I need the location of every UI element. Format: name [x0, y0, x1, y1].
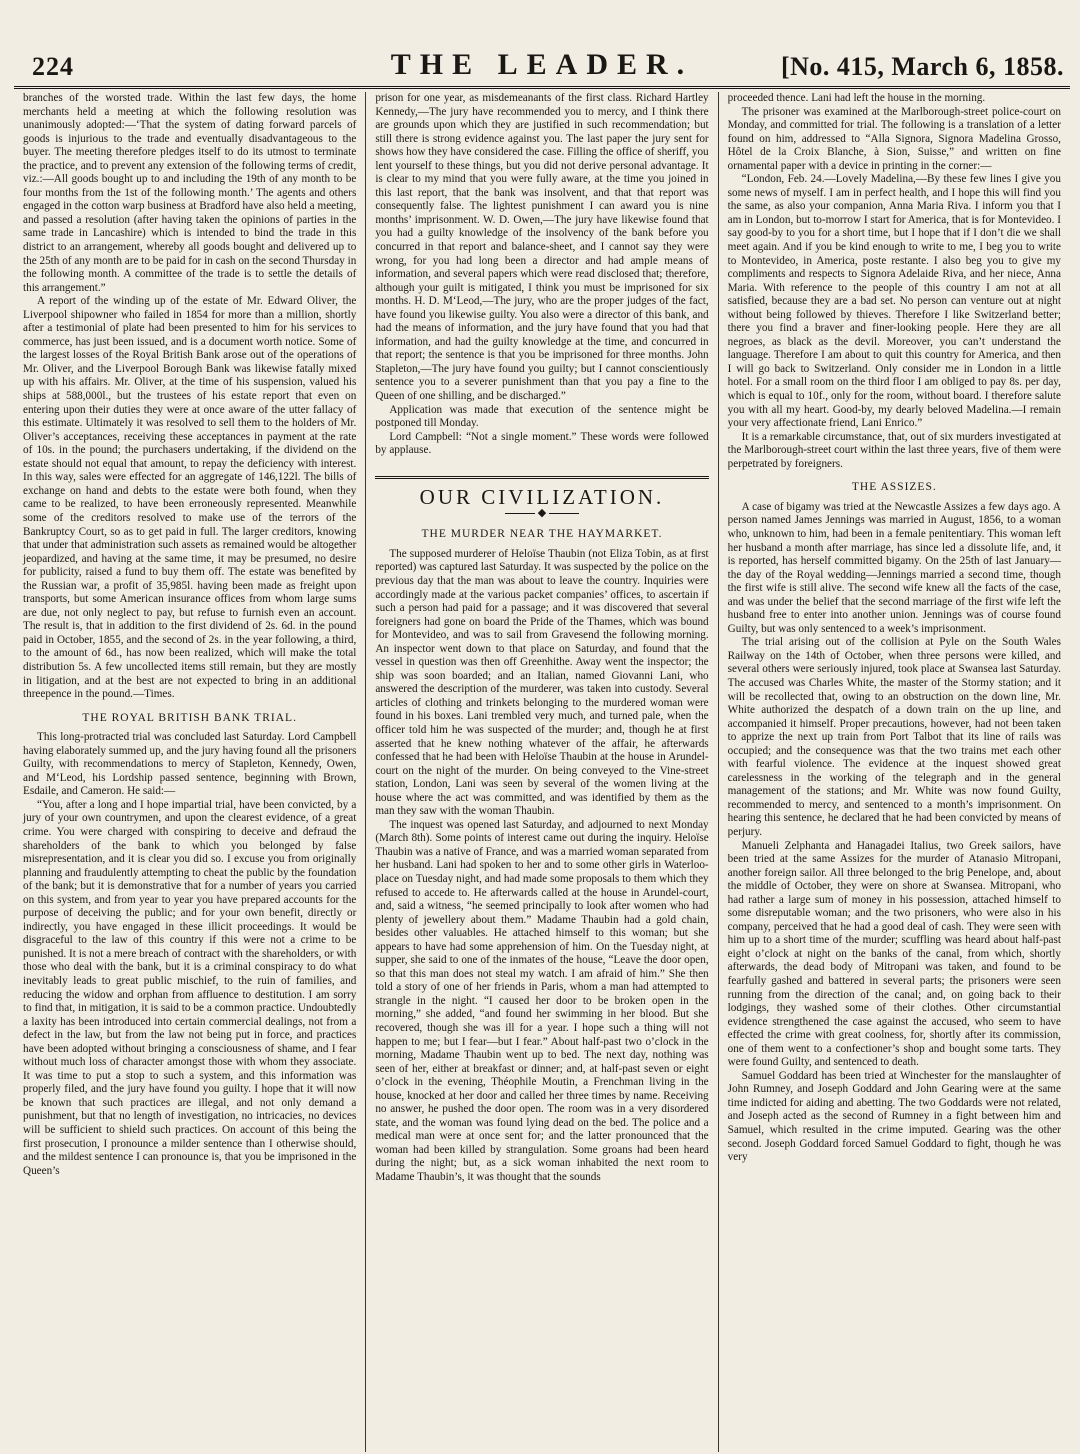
- paragraph: A case of bigamy was tried at the Newcastle Assizes a few days ago. A person named James Jennings was married in August, 1856, to a woman who, unknown to him, had been in a female penitentiary. This woman left her husband a month after marriage, has since led a dissolute life, and, it is reported, has herself committed bigamy. On the 25th of last January—the day of the Royal wedding—Jennings married a second time, though the first wife is still alive. The second wife knew all the facts of the case, and was under the belief that the second marriage of the first wife left the husband free to enter into another union. Jennings was of course found Guilty, but was only sentenced to a week’s imprisonment.: [727, 500, 1061, 635]
- paragraph: The trial arising out of the collision at Pyle on the South Wales Railway on the 14th of October, when three persons were killed, and several others were seriously injured, took place at Swansea last Saturday. The accused was Charles White, the master of the Stormy station; and it will be recollected that, owing to an obstruction on the down line, Mr. White authorized the despatch of a down train on the up line, and accompanied it himself. Proper precautions, however, had not been taken to apprize the next up train from Port Talbot that its line of rails was occupied; and the consequence was that the two trains met each other with fearful violence. The evidence at the inquest showed great carelessness in the working of the telegraph and in the general management of the stations; and Mr. White was now found Guilty, recommended to mercy, and sentenced to a month’s imprisonment. On hearing this sentence, he declared that he had been convicted by means of perjury.: [727, 636, 1061, 838]
- paragraph: The inquest was opened last Saturday, and adjourned to next Monday (March 8th). Some points of interest came out during the inquiry. Heloïse Thaubin was a native of France, and was a married woman separated from her husband. Lani had spoken to her and to some other girls in Waterloo-place on Tuesday night, and had made some proposals to them which they refused to accede to. He afterwards called at the house in Arundel-court, and, said a witness, “he seemed principally to look after women who had plenty of jewellery about them.” Madame Thaubin had a gold chain, besides other valuables. He attached himself to this woman; but she appears to have had some apprehension of him. On the Tuesday night, at supper, she said to one of the inmates of the house, “Leave the door open, so that this man does not steal my watch. I am afraid of him.” She then told a story of one of her friends in Paris, whom a man had attempted to strangle in the night. “I caused her door to be broken open in the morning,” she added, “and found her swimming in her blood. But she recovered, though she was ill for a year. I hope such a thing will not happen to me; but I fear—but I fear.” About half-past two o’clock in the morning, Madame Thaubin went up to bed. The next day, nothing was seen of her, either at breakfast or dinner; and, at half-past seven or eight o’clock in the evening, Théophile Moutin, a Frenchman living in the house, knocked at her door and called her three times by name. Receiving no answer, he pushed the door open. The room was in a very disordered state, and the woman was found lying dead on the bed. The police and a medical man were at once sent for; and the latter pronounced that the woman had been killed by strangulation. Some groans had been heard during the night; but, as a sick woman inhabited the next room to Madame Thaubin’s, it was thought that the sounds: [375, 818, 709, 1184]
- article-columns: [14, 92, 1070, 1452]
- paragraph: prison for one year, as misdemeanants of the first class. Richard Hartley Kennedy,—The jury have recommended you to mercy, and I think there are grounds upon which they are justified in such recommendation; but still there is strong evidence against you. The last paper the jury sent for shows how they have considered the case. Filling the office of sheriff, you lent yourself to these things, but you did not derive personal advantage. It is clear to my mind that you were fully aware, at the time you joined in this last report, that the bank was insolvent, and that that report was consequently false. The lightest punishment I can award you is nine months’ imprisonment. W. D. Owen,—The jury have likewise found that you had a guilty knowledge of the insolvency of the bank before you concurred in that report and balance-sheet, and I cannot say they were wrong, for you had long been a director and had ample means of information, and several papers which were read disclosed that; therefore, although your guilt is mitigated, I think you must be imprisoned for six months. H. D. M‘Leod,—The jury, who are the proper judges of the fact, have found you likewise guilty. You also were a director of this bank, and had the means of information, and the jury have found that you had that information, and had the guilty knowledge at the time, and concurred in that report; the sentence is that you be imprisoned for three months. John Stapleton,—The jury have found you guilty; but I cannot conscientiously sentence you to a severer punishment than that you pay a fine to the Queen of one shilling, and be discharged.”: [375, 92, 709, 403]
- ornament-rule: ◆: [375, 508, 708, 518]
- paragraph: Samuel Goddard has been tried at Winchester for the manslaughter of John Rumney, and Joseph Goddard and John Gearing were at the same time indicted for aiding and abetting. The two Goddards were not related, and Joseph acted as the second of Rumney in a fight between him and Samuel, which resulted in the crime imputed. Gearing was the other second. Joseph Goddard forced Samuel Goddard to fight, though he was very: [727, 1069, 1061, 1164]
- paragraph: The prisoner was examined at the Marlborough-street police-court on Monday, and committed for trial. The following is a translation of a letter found on him, addressed to “Alla Signora, Signora Madelina Grosso, Hôtel de la Croix Blanche, à Sion, Suisse,” and written on fine ornamental paper with a device in printing in the corner:—: [727, 105, 1061, 172]
- newspaper-title: THE LEADER.: [390, 48, 694, 81]
- paragraph: Application was made that execution of the sentence might be postponed till Monday.: [375, 403, 709, 430]
- section-heading: THE ROYAL BRITISH BANK TRIAL.: [82, 711, 297, 724]
- issue-info: [No. 415, March 6, 1858.: [780, 52, 1064, 81]
- paragraph: Lord Campbell: “Not a single moment.” These words were followed by applause.: [375, 430, 709, 457]
- paragraph: This long-protracted trial was concluded last Saturday. Lord Campbell having elaborately summed up, and the jury having found all the prisoners Guilty, with recommendations to mercy of Stapleton, Kennedy, Owen, and M‘Leod, his Lordship passed sentence, beginning with Brown, Esdaile, and Cameron. He said:—: [23, 731, 357, 798]
- letter-quote: “London, Feb. 24.—Lovely Madelina,—By these few lines I give you some news of myself. I am in perfect health, and I hope this will find you the same, as also your companion, Anna Maria Riva. I inform you that I am in London, but to-morrow I start for America, that is for Montevideo. I say good-by to you for a short time, but I hope that if I don’t die we shall meet again. And if you be kind enough to write to me, I beg you to write to Montevideo, in America, poste restante. I also beg you to give my compliments and respects to Signora Adelaide Riva, and her niece, Anna Maria. With reference to the people of this country I am not at all satisfied, because they are a bad set. No person can venture out at night without being followed by thieves. Therefore I like Switzerland better; there you find a braver and finer-looking people. Here they are all negroes, as black as the devil. Moreover, you can’t understand the language. Therefore I am about to quit this country for America, and then I will go back to Switzerland. Only consider me in London in a little hotel. For a small room on the third floor I am obliged to pay 8s. per day, which is equal to 10f., only for the room, without board. I therefore salute you with all my heart. Good-by, my dearly beloved Madelina.—I remain your very affectionate friend, Lani Enrico.”: [727, 173, 1061, 430]
- paragraph: The supposed murderer of Heloïse Thaubin (not Eliza Tobin, as at first reported) was captured last Saturday. It was suspected by the police on the previous day that the man was about to leave the country. Inquiries were accordingly made at the various packet companies’ offices, to ascertain if such a person had paid for a passage; and it was discovered that several foreigners had gone on board the Pride of the Thames, which was bound for Montevideo, and was to sail from Gravesend the following morning. An inspector went down to that place on Saturday, and found that the vessel in question was then off Greenhithe. Away went the inspector; the ship was soon boarded; and an Italian, named Giovanni Lani, who answered the description of the murderer, was taken into custody. Several articles of clothing and trinkets belonging to the murdered woman were found in his boxes. Lani trembled very much, and turned pale, when the officer told him he was suspected of the murder; and, though he at first asserted that he knew nothing whatever of the affair, he afterwards confessed that he had been with Heloïse Thaubin at the house in Arundel-court on the night of the murder. On being conveyed to the Vine-street station, London, Lani was seen by several of the women living at the house where the act was committed, and was identified by them as the man they saw with the woman Thaubin.: [375, 547, 709, 818]
- article-heading: THE MURDER NEAR THE HAYMARKET.: [421, 528, 663, 541]
- column-2: [365, 92, 717, 1452]
- page-number: 224: [32, 52, 74, 81]
- paragraph: Manueli Zelphanta and Hanagadei Italius, two Greek sailors, have been tried at the same Assizes for the murder of Atanasio Mitropani, another foreign sailor. All three belonged to the brig Penelope, and, about the middle of October, they were on shore at Swansea. Mitropani, who had rather a large sum of money in his possession, attached himself to some disreputable woman; and the two prisoners, who were also in his company, perceived that he had a good deal of cash. They were seen with him up to a short time of the murder; scuffling was heard about half-past eight o’clock at night on the banks of the canal, from which, shortly afterwards, the dead body of Mitropani was taken, and found to be fearfully gashed and battered in several parts; the prisoners were seen running from the direction of the canal; and, on going back to their lodgings, they washed some of their clothes. Other circumstantial evidence strengthened the case against the accused, who seem to have effected the crime with great coolness, for, shortly after its commission, one of them went to a confectioner’s shop and bought some tarts. They were found Guilty, and sentenced to death.: [727, 839, 1061, 1069]
- column-1: [14, 92, 365, 1452]
- column-3: [718, 92, 1070, 1452]
- paragraph: A report of the winding up of the estate of Mr. Edward Oliver, the Liverpool shipowner who failed in 1854 for more than a million, shortly after a testimonial of plate had been presented to him for his services to commerce, has just been issued, and is a document worth notice. Some of the largest losses of the Royal British Bank arose out of the operations of Mr. Oliver, and the Liverpool Borough Bank was likewise fatally mixed up with his affairs. Mr. Oliver, at the time of his suspension, valued his ships at 588,000l., but the trustees of his estate report that even on entering upon their duties they were at once aware of the utter fallacy of this estimate. Ultimately it was resolved to sell them to the holders of Mr. Oliver’s acceptances, receiving these acceptances in payment at the rate of 10s. in the pound; the purchasers undertaking, if the dividend on the estate should not equal that amount, to repay the deficiency with interest. In this way, sales were effected for an aggregate of 146,122l. The bills of exchange on hand and debts to the estate were both found, when they came to be realized, to have been erroneously represented. Meanwhile some of the creditors resolved to make use of the terrors of the Bankruptcy Court, so as to get paid in full. The larger creditors, knowing that under that administration such assets as remained would be altogether jeopardized, and having at the same time, it may be presumed, no desire for publicity, raised a fund to buy them off. The estate was benefited by the Russian war, a profit of 35,985l. having been made as freight upon transports, but some American insurance offices from whom large sums are due, not only neglect to pay, but refuse to furnish even an account. The result is, that in addition to the first dividend of 2s. 6d. in the pound paid in October, 1855, and the second of 2s. in the year following, a third, to the amount of 6d., has now been realized, which will make the total distribution 5s. A few uncollected items still remain, but they are mostly in litigation, and at the best are not expected to bring in an additional threepence in the pound.—Times.: [23, 295, 357, 701]
- paragraph: “You, after a long and I hope impartial trial, have been convicted, by a jury of your own countrymen, and upon the clearest evidence, of a great crime. You were charged with conspiring to deceive and defraud the shareholders of the bank to which you belonged by false misrepresentation, and it is clear you did so. I excuse you from originally planning and fraudulently attempting to cheat the public by the foundation of the bank; but it is demonstrative that for a number of years you carried on this system, and from year to year you have prepared accounts for the purpose of deceiving the public; and for your own benefit, directly or indirectly, you have engaged in these illicit proceedings. It would be disgraceful to the law of this country if this were not a crime to be punished. It is not a mere breach of contract with the shareholders, or with those who deal with the bank, but it is a criminal conspiracy to do what inevitably leads to great public mischief, to the ruin of families, and reducing the widow and orphan from affluence to destitution. I am sorry to find that, in mitigation, it is said to be a common practice. Undoubtedly a laxity has been introduced into certain commercial dealings, not from a defect in the law, but from the law not being put in force, and practices have been adopted without bringing a consciousness of shame, and I fear without much loss of character amongst those with whom they associate. It was time to put a stop to such a system, and this information was properly filed, and the jury have found you guilty. I hope that it will now be known that such practices are illegal, and not only demand a punishment, but that no length of investigation, no intricacies, no devices will be sufficient to shield such practices. On account of this being the first prosecution, I pronounce a milder sentence than I otherwise should, and the mildest sentence I can pronounce is, that you be imprisoned in the Queen’s: [23, 798, 357, 1177]
- paragraph: proceeded thence. Lani had left the house in the morning.: [727, 92, 986, 104]
- masthead: [14, 46, 1070, 89]
- paragraph: branches of the worsted trade. Within the last few days, the home merchants held a meeting at which the following resolution was unanimously adopted:—‘That the system of dating forward parcels of goods is injurious to the trade and eventually disadvantageous to the buyer. The meeting therefore pledges itself to do its utmost to terminate the practice, and to prevent any extension of the following terms of credit, viz.:—All goods bought up to and including the 19th of any month to be four months from the 1st of the following month.’ The agents and others engaged in the cotton warp business at Bradford have also held a meeting, and passed a resolution (after having taken the opinions of parties in the same trade in Lancashire) which is intended to bind the trade in this district to an arrangement, whereby all goods bought and delivered up to the 25th of any month are to be paid for in cash on the second Thursday in the following month. A committee of the trade is to settle the details of this arrangement.”: [23, 92, 357, 294]
- paragraph: It is a remarkable circumstance, that, out of six murders investigated at the Marlborough-street court within the last three years, five of them were perpetrated by foreigners.: [727, 430, 1061, 470]
- article-heading: THE ASSIZES.: [851, 481, 937, 494]
- section-title: OUR CIVILIZATION.: [375, 476, 708, 505]
